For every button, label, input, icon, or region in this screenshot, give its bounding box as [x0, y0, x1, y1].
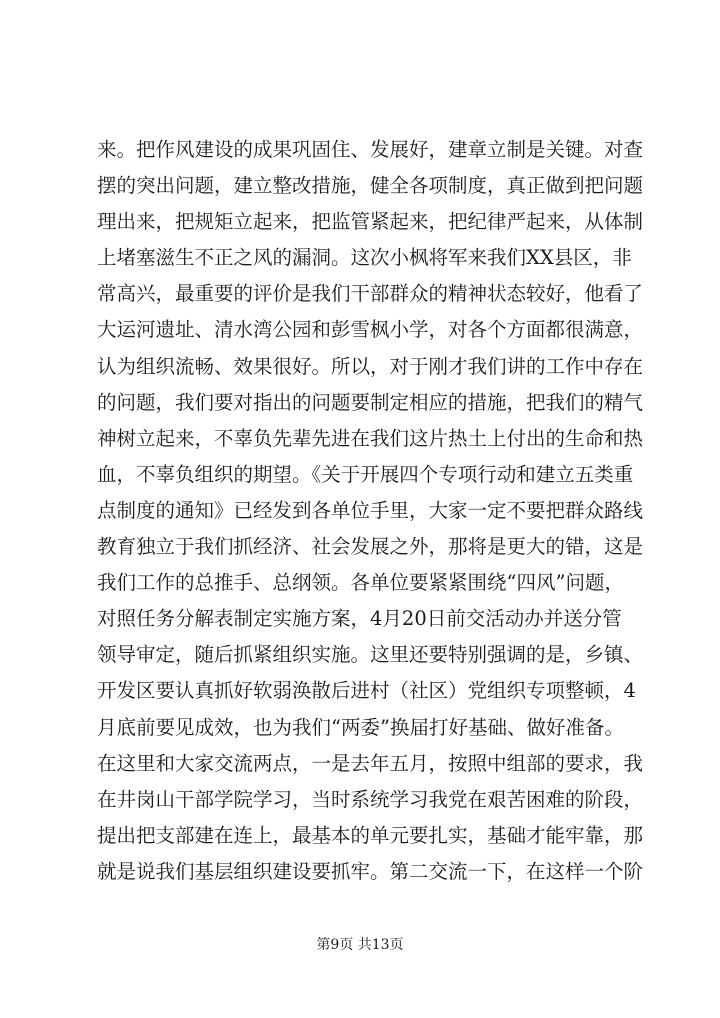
text-line: 的问题，我们要对指出的问题要制定相应的措施，把我们的精气 — [97, 390, 644, 414]
page-footer: 第9页 共13页 — [316, 937, 404, 953]
text-line: 在这里和大家交流两点，一是去年五月，按照中组部的要求，我 — [97, 751, 644, 775]
text-line: 摆的突出问题，建立整改措施，健全各项制度，真正做到把问题 — [97, 174, 644, 198]
text-line: 我们工作的总推手、总纲领。各单位要紧紧围绕“四风”问题， — [97, 571, 624, 595]
text-line: 领导审定，随后抓紧组织实施。这里还要特别强调的是，乡镇、 — [97, 643, 644, 667]
text-line: 对照任务分解表制定实施方案，4月20日前交活动办并送分管 — [97, 607, 622, 631]
text-line: 月底前要见成效，也为我们“两委”换届打好基础、做好准备。 — [97, 715, 624, 739]
body-text — [97, 132, 644, 890]
text-line: 神树立起来，不辜负先辈先进在我们这片热土上付出的生命和热 — [97, 426, 644, 450]
text-line: 来。把作风建设的成果巩固住、发展好，建章立制是关键。对查 — [97, 138, 644, 161]
text-line: 血，不辜负组织的期望。《关于开展四个专项行动和建立五类重 — [97, 462, 634, 486]
text-line: 就是说我们基层组织建设要抓牢。第二交流一下，在这样一个阶 — [97, 859, 644, 883]
text-line: 理出来，把规矩立起来，把监管紧起来，把纪律严起来，从体制 — [97, 210, 644, 234]
text-line: 大运河遗址、清水湾公园和彭雪枫小学，对各个方面都很满意， — [97, 318, 644, 342]
text-line: 开发区要认真抓好软弱涣散后进村（社区）党组织专项整顿，4 — [97, 679, 636, 703]
text-line: 认为组织流畅、效果很好。所以，对于刚才我们讲的工作中存在 — [97, 354, 644, 378]
text-line: 提出把支部建在连上，最基本的单元要扎实，基础才能牢靠，那 — [97, 823, 644, 847]
text-line: 在井岗山干部学院学习，当时系统学习我党在艰苦困难的阶段， — [97, 787, 644, 811]
text-line: 教育独立于我们抓经济、社会发展之外，那将是更大的错，这是 — [97, 535, 644, 559]
text-line: 上堵塞滋生不正之风的漏洞。这次小枫将军来我们XX县区，非 — [97, 246, 632, 270]
text-line: 点制度的通知》已经发到各单位手里，大家一定不要把群众路线 — [97, 498, 644, 522]
text-line: 常高兴，最重要的评价是我们干部群众的精神状态较好，他看了 — [97, 282, 644, 306]
